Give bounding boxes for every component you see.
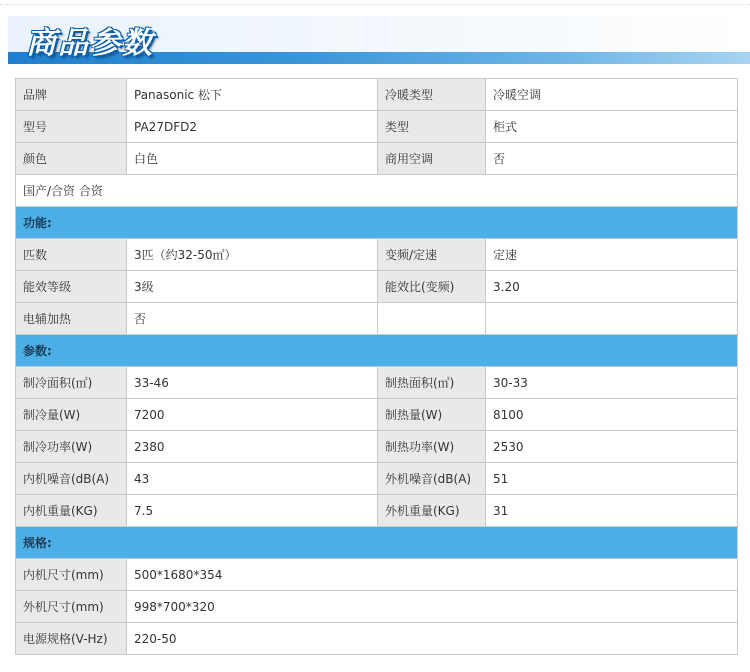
table-row	[16, 111, 738, 143]
table-row	[16, 239, 738, 271]
spec-key: 内机重量(KG)	[16, 495, 127, 527]
spec-key: 电辅加热	[16, 303, 127, 335]
spec-value: Panasonic 松下	[127, 79, 378, 111]
page-title: 商品参数	[26, 26, 154, 61]
spec-key: 能效比(变频)	[378, 271, 486, 303]
spec-value: 500*1680*354	[127, 559, 738, 591]
spec-key: 制热功率(W)	[378, 431, 486, 463]
table-row	[16, 143, 738, 175]
section-header-row	[16, 207, 738, 239]
spec-value: 柜式	[486, 111, 738, 143]
spec-value: 否	[486, 143, 738, 175]
spec-value: 8100	[486, 399, 738, 431]
spec-key: 外机噪音(dB(A)	[378, 463, 486, 495]
spec-value: 998*700*320	[127, 591, 738, 623]
spec-key: 制热量(W)	[378, 399, 486, 431]
spec-key: 内机尺寸(mm)	[16, 559, 127, 591]
spec-value: 31	[486, 495, 738, 527]
spec-key: 外机尺寸(mm)	[16, 591, 127, 623]
table-row	[16, 175, 738, 207]
spec-value: 2380	[127, 431, 378, 463]
section-header-params: 参数:	[16, 335, 738, 367]
table-row	[16, 399, 738, 431]
table-row	[16, 463, 738, 495]
spec-key: 匹数	[16, 239, 127, 271]
spec-value: PA27DFD2	[127, 111, 378, 143]
table-row	[16, 303, 738, 335]
spec-value: 33-46	[127, 367, 378, 399]
spec-key: 制冷量(W)	[16, 399, 127, 431]
spec-key: 类型	[378, 111, 486, 143]
spec-value: 51	[486, 463, 738, 495]
empty-cell	[378, 303, 486, 335]
table-row	[16, 559, 738, 591]
spec-key: 冷暖类型	[378, 79, 486, 111]
spec-value: 7.5	[127, 495, 378, 527]
spec-value: 30-33	[486, 367, 738, 399]
spec-key: 制冷功率(W)	[16, 431, 127, 463]
section-header-spec: 规格:	[16, 527, 738, 559]
section-header-row	[16, 527, 738, 559]
spec-key: 品牌	[16, 79, 127, 111]
spec-value: 7200	[127, 399, 378, 431]
header-banner	[0, 0, 750, 70]
spec-value: 冷暖空调	[486, 79, 738, 111]
spec-key: 内机噪音(dB(A)	[16, 463, 127, 495]
table-row	[16, 431, 738, 463]
table-row	[16, 79, 738, 111]
spec-value: 3级	[127, 271, 378, 303]
spec-key: 制热面积(㎡)	[378, 367, 486, 399]
table-row	[16, 367, 738, 399]
spec-key: 颜色	[16, 143, 127, 175]
spec-key: 商用空调	[378, 143, 486, 175]
spec-value: 220-50	[127, 623, 738, 655]
table-row	[16, 623, 738, 655]
origin-value: 国产/合资 合资	[16, 175, 738, 207]
spec-key: 型号	[16, 111, 127, 143]
spec-key: 能效等级	[16, 271, 127, 303]
section-header-function: 功能:	[16, 207, 738, 239]
dotted-divider	[0, 4, 750, 5]
spec-value: 否	[127, 303, 378, 335]
table-row	[16, 271, 738, 303]
spec-value: 3匹（约32-50㎡）	[127, 239, 378, 271]
spec-table	[15, 78, 738, 655]
spec-key: 变频/定速	[378, 239, 486, 271]
spec-value: 43	[127, 463, 378, 495]
table-row	[16, 495, 738, 527]
table-row	[16, 591, 738, 623]
spec-key: 外机重量(KG)	[378, 495, 486, 527]
spec-value: 白色	[127, 143, 378, 175]
spec-key: 电源规格(V-Hz)	[16, 623, 127, 655]
spec-value: 定速	[486, 239, 738, 271]
spec-value: 2530	[486, 431, 738, 463]
empty-cell	[486, 303, 738, 335]
spec-value: 3.20	[486, 271, 738, 303]
section-header-row	[16, 335, 738, 367]
spec-key: 制冷面积(㎡)	[16, 367, 127, 399]
